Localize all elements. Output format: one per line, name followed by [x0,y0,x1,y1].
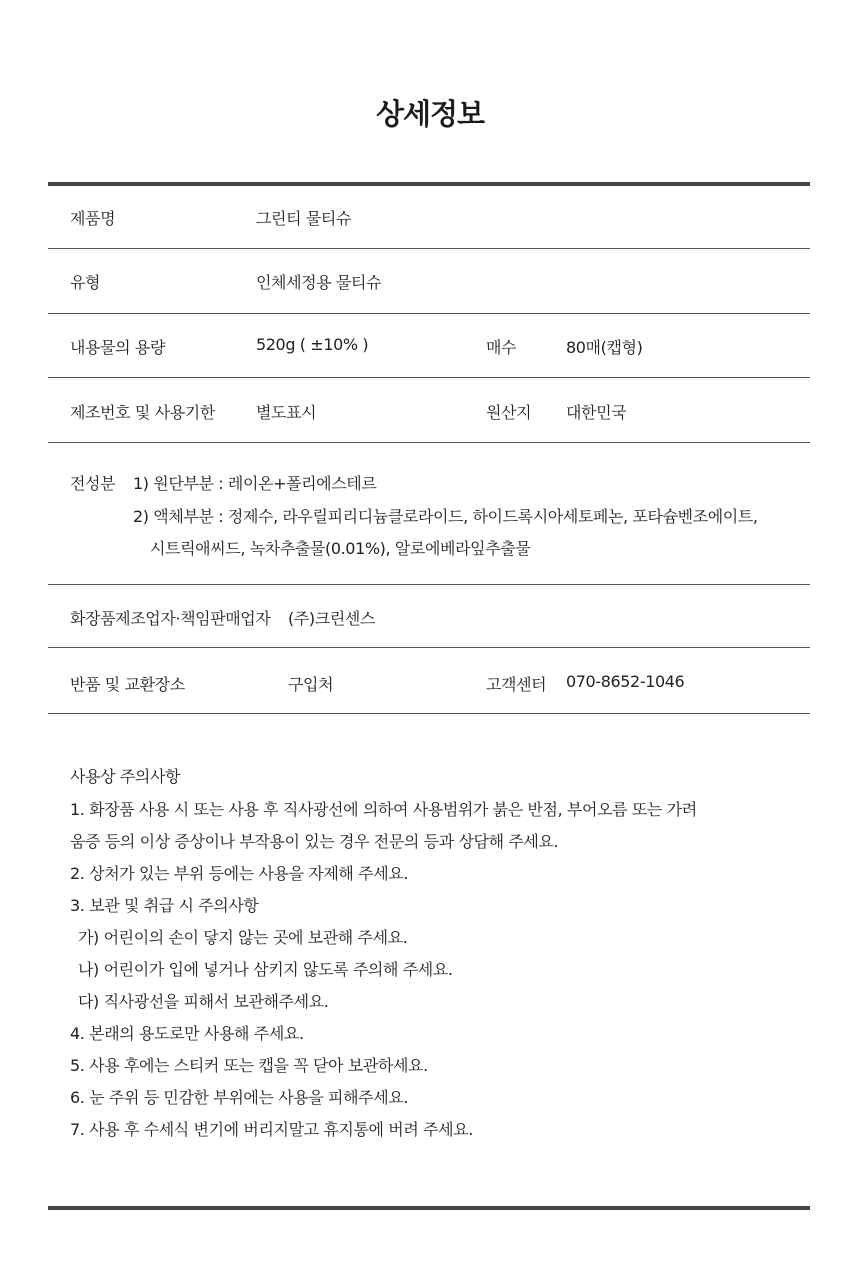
page-title: 상세정보 [375,97,485,131]
customer-center-phone: 070-8652-1046 [566,672,685,691]
row-divider [48,313,810,314]
type-label: 유형 [70,273,101,292]
notes-list [70,798,697,1150]
capacity-value: 520g ( ±10% ) [256,335,369,354]
count-label: 매수 [486,338,517,357]
product-name-label: 제품명 [70,209,116,228]
list-item: 4. 본래의 용도로만 사용해 주세요. [70,1024,304,1043]
list-item: 나) 어린이가 입에 넣거나 삼키지 않도록 주의해 주세요. [78,960,453,979]
type-value: 인체세정용 물티슈 [256,273,382,292]
list-item: 2. 상처가 있는 부위 등에는 사용을 자제해 주세요. [70,864,409,883]
notes-title: 사용상 주의사항 [70,767,181,786]
list-item: 움증 등의 이상 증상이나 부작용이 있는 경우 전문의 등과 상담해 주세요. [70,832,559,851]
table-top-border [48,182,810,186]
list-item: 1. 화장품 사용 시 또는 사용 후 직사광선에 의하여 사용범위가 붉은 반점, 부어오름 또는 가려 [70,800,697,819]
list-item: 5. 사용 후에는 스티커 또는 캡을 꼭 닫아 보관하세요. [70,1056,428,1075]
ingredients-line-1: 1) 원단부분 : 레이온+폴리에스테르 [133,474,377,493]
ingredients-line-3: 시트릭애씨드, 녹차추출물(0.01%), 알로에베라잎추출물 [150,539,531,558]
count-value: 80매(캡형) [566,338,643,357]
list-item: 가) 어린이의 손이 닿지 않는 곳에 보관해 주세요. [78,928,408,947]
returns-value: 구입처 [288,675,334,694]
row-divider [48,647,810,648]
row-divider [48,377,810,378]
bottom-border [48,1206,810,1210]
list-item: 7. 사용 후 수세식 변기에 버리지말고 휴지통에 버려 주세요. [70,1120,473,1139]
row-divider [48,442,810,443]
list-item: 6. 눈 주위 등 민감한 부위에는 사용을 피해주세요. [70,1088,409,1107]
ingredients-line-2: 2) 액체부분 : 정제수, 라우릴피리디늄클로라이드, 하이드록시아세토페논, 포타슘벤조에이트, [133,507,758,526]
row-divider [48,584,810,585]
returns-label: 반품 및 교환장소 [70,675,185,694]
lot-label: 제조번호 및 사용기한 [70,403,215,422]
list-item: 3. 보관 및 취급 시 주의사항 [70,896,259,915]
row-divider [48,248,810,249]
capacity-label: 내용물의 용량 [70,338,166,357]
manufacturer-value: (주)크린센스 [288,609,375,628]
lot-value: 별도표시 [256,403,317,422]
manufacturer-label: 화장품제조업자·책임판매업자 [70,609,271,628]
table-bottom-border [48,713,810,714]
origin-value: 대한민국 [566,403,627,422]
ingredients-label: 전성분 [70,474,116,493]
origin-label: 원산지 [486,403,532,422]
customer-center-label: 고객센터 [486,675,547,694]
list-item: 다) 직사광선을 피해서 보관해주세요. [78,992,329,1011]
product-name-value: 그린티 물티슈 [256,209,352,228]
